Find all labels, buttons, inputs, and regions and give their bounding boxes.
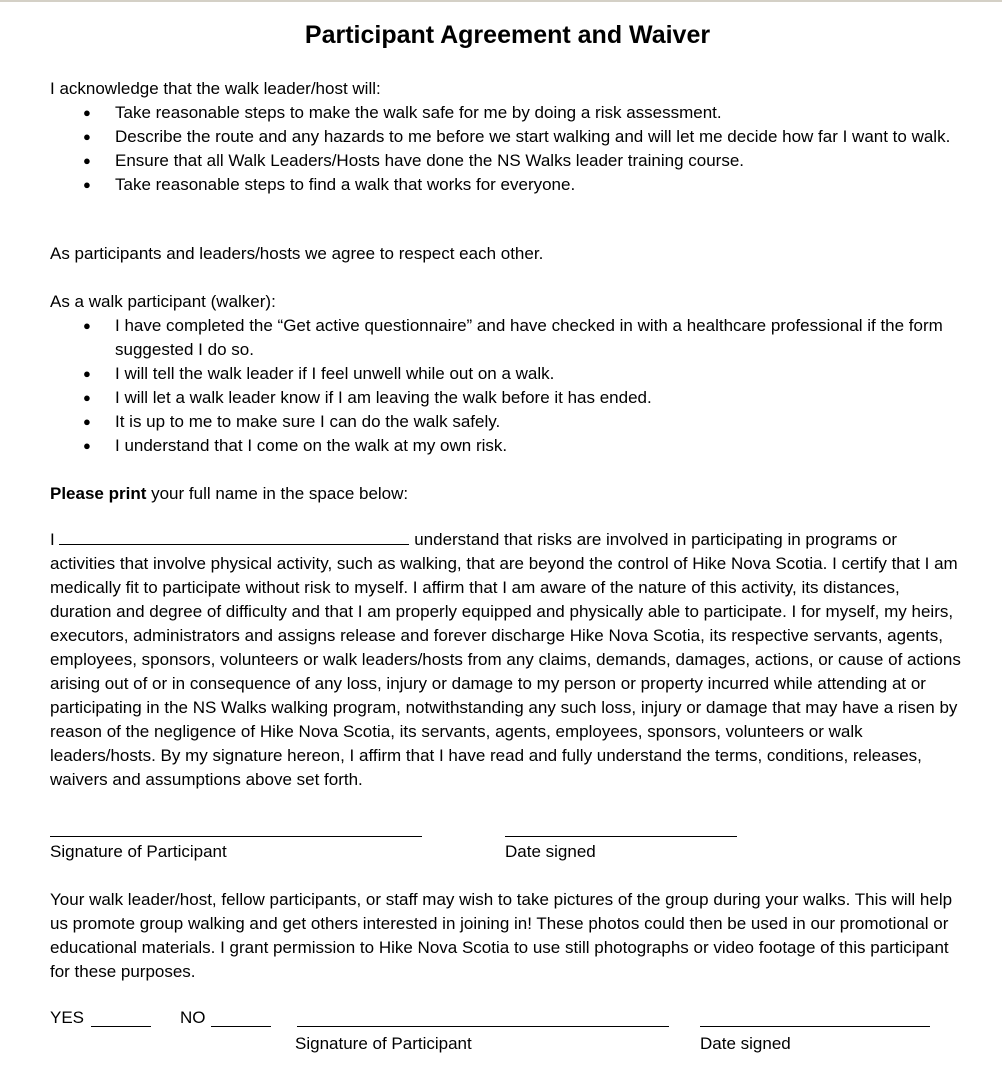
list-item: ● Ensure that all Walk Leaders/Hosts have done the NS Walks leader training course. — [50, 149, 965, 173]
yes-field[interactable] — [91, 1026, 151, 1027]
waiver-paragraph — [50, 528, 965, 792]
photo-date-label: Date signed — [700, 1034, 791, 1053]
waiver-prefix: I — [50, 530, 55, 549]
list-item: ● I will tell the walk leader if I feel unwell while out on a walk. — [50, 362, 965, 386]
participant-commitments-list — [50, 314, 965, 458]
waiver-body: understand that risks are involved in participating in programs or activities that involve physical activity, such as walking, that are beyond the control of Hike Nova Scotia. I certify that I am medically fit to participate without risk to myself. I affirm that I am aware of the nature of this activity, its distances, duration and degree of difficulty and that I am properly equipped and physically able to participate. I for myself, my heirs, executors, administrators and assigns release and forever discharge Hike Nova Scotia, its respective servants, agents, employees, sponsors, volunteers or walk leaders/hosts from any claims, demands, damages, actions, or cause of actions arising out of or in consequence of any loss, injury or damage to my person or property incurred while attending at or participating in the NS Walks walking program, notwithstanding any such loss, injury or damage that may have a risen by reason of the negligence of Hike Nova Scotia, its servants, agents, employees, sponsors, volunteers or walk leaders/hosts. By my signature hereon, I affirm that I have read and fully understand the terms, conditions, releases, waivers and assumptions above set forth. — [50, 530, 961, 789]
photo-signature-label: Signature of Participant — [295, 1034, 472, 1053]
list-item: ● Describe the route and any hazards to me before we start walking and will let me decide how far I want to walk. — [50, 125, 965, 149]
print-name-instruction — [50, 482, 408, 506]
top-border — [0, 0, 1002, 2]
list-item: ● Take reasonable steps to make the walk safe for me by doing a risk assessment. — [50, 101, 965, 125]
page-title: Participant Agreement and Waiver — [304, 21, 711, 49]
list-item: ● I understand that I come on the walk at my own risk. — [50, 434, 965, 458]
respect-statement: As participants and leaders/hosts we agree to respect each other. — [50, 244, 544, 263]
list-item: ● It is up to me to make sure I can do the walk safely. — [50, 410, 965, 434]
photo-signature-line[interactable] — [297, 1026, 669, 1027]
date-label: Date signed — [505, 842, 596, 861]
participant-commitments-intro: As a walk participant (walker): — [50, 292, 276, 311]
list-item: ● I have completed the “Get active questionnaire” and have checked in with a healthcare professional if the form suggested I do so. — [50, 314, 965, 362]
leader-commitments-intro: I acknowledge that the walk leader/host will: — [50, 79, 381, 98]
photo-date-line[interactable] — [700, 1026, 930, 1027]
photo-consent-paragraph: Your walk leader/host, fellow participants, or staff may wish to take pictures of the group during your walks. This will help us promote group walking and get others interested in joining in! These photos could then be used in our promotional or educational materials. I grant permission to Hike Nova Scotia to use still photographs or video footage of this participant for these purposes. — [50, 890, 953, 981]
list-item: ● Take reasonable steps to find a walk that works for everyone. — [50, 173, 965, 197]
leader-commitments-list — [50, 101, 965, 197]
date-line[interactable] — [505, 836, 737, 837]
list-item: ● I will let a walk leader know if I am leaving the walk before it has ended. — [50, 386, 965, 410]
signature-label: Signature of Participant — [50, 842, 227, 861]
print-name-emphasis: Please print — [50, 484, 147, 503]
print-name-rest: your full name in the space below: — [146, 484, 409, 503]
no-label: NO — [180, 1008, 206, 1027]
full-name-field[interactable] — [59, 528, 409, 545]
leader-commitments-section — [50, 77, 965, 197]
signature-line[interactable] — [50, 836, 422, 837]
participant-commitments-section — [50, 290, 965, 458]
yes-label: YES — [50, 1008, 85, 1027]
no-field[interactable] — [211, 1026, 271, 1027]
